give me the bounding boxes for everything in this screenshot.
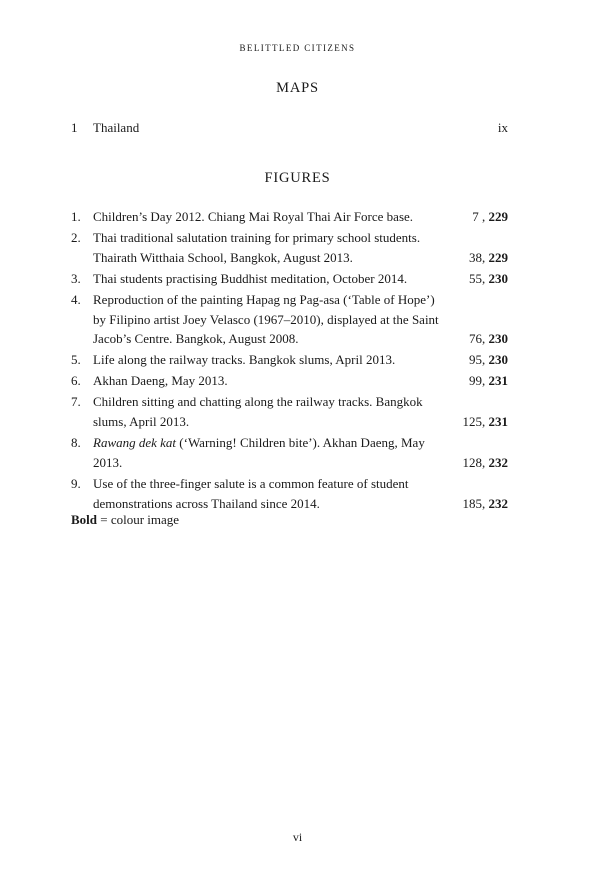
figure-caption-text: Thai traditional salutation training for primary school students. Thairath Witthaia School, Bangkok, August 2013. <box>93 229 421 265</box>
legend-bold-word: Bold <box>71 512 98 527</box>
page-number: vi <box>292 830 303 844</box>
figure-page-bold: 230 <box>488 352 508 368</box>
map-entry-number: 1 <box>71 120 78 135</box>
bold-legend <box>71 511 179 529</box>
figure-page-bold: 231 <box>488 414 508 430</box>
figure-caption-text: Children sitting and chatting along the railway tracks. Bangkok slums, April 2013. <box>93 394 423 430</box>
figure-number: 7. <box>71 394 81 410</box>
figure-caption <box>93 209 413 224</box>
figure-pages <box>469 371 508 391</box>
figure-list <box>71 207 508 515</box>
figure-number: 8. <box>71 434 81 450</box>
figure-number: 2. <box>71 229 81 245</box>
figure-number: 4. <box>71 291 81 307</box>
figure-page-plain: 38, <box>469 249 489 265</box>
figure-entry <box>71 371 508 391</box>
figure-caption-text: Life along the railway tracks. Bangkok slums, April 2013. <box>93 352 396 368</box>
figure-page-plain: 76, <box>469 331 489 347</box>
figures-heading: FIGURES <box>264 170 331 186</box>
figure-page-plain: 125, <box>462 414 489 430</box>
figure-caption-text: Akhan Daeng, May 2013. <box>93 373 228 389</box>
figure-caption <box>93 230 420 265</box>
figure-number: 3. <box>71 270 81 286</box>
figure-number: 5. <box>71 352 81 368</box>
figure-number: 1. <box>71 209 81 224</box>
figure-entry <box>71 350 508 370</box>
figure-page-plain: 185, <box>462 495 489 511</box>
figure-page-plain: 55, <box>469 270 489 286</box>
figure-page-bold: 229 <box>488 209 508 224</box>
figure-pages <box>472 207 508 227</box>
map-entry-title: Thailand <box>93 120 140 135</box>
figure-page-bold: 232 <box>488 454 508 470</box>
figure-pages <box>463 494 509 514</box>
figure-number: 6. <box>71 373 81 389</box>
figure-page-bold: 230 <box>488 270 508 286</box>
figure-page-plain: 7 , <box>472 209 489 224</box>
figure-caption <box>93 352 395 367</box>
figure-caption-text: Thai students practising Buddhist meditation, October 2014. <box>93 270 408 286</box>
figure-pages <box>463 412 509 432</box>
running-head: BELITTLED CITIZENS <box>239 43 356 53</box>
maps-heading: MAPS <box>276 80 319 96</box>
figure-pages <box>463 453 509 473</box>
figure-entry <box>71 433 508 473</box>
figure-caption-text: Use of the three-finger salute is a common feature of student demonstrations across Thailand since 2014. <box>93 475 409 511</box>
figure-number: 9. <box>71 475 81 491</box>
figure-entry <box>71 228 508 268</box>
figure-page-plain: 99, <box>469 373 489 389</box>
figure-entry <box>71 474 508 514</box>
figure-entry <box>71 207 508 227</box>
figure-page-plain: 95, <box>469 352 489 368</box>
figure-entry <box>71 392 508 432</box>
figure-page-plain: 128, <box>462 454 489 470</box>
figure-caption <box>93 292 439 347</box>
figure-caption-text: Reproduction of the painting Hapag ng Pag-asa (‘Table of Hope’) by Filipino artist Joey Velasco (1967–2010), displayed at the Saint Jacob’s Centre. Bangkok, August 2008. <box>93 291 439 347</box>
figure-pages <box>469 248 508 268</box>
figure-caption <box>93 435 425 470</box>
figure-caption <box>93 476 409 511</box>
figure-caption <box>93 394 423 429</box>
figure-page-bold: 232 <box>488 495 508 511</box>
map-entry-page: ix <box>497 120 508 135</box>
figure-caption-text: (‘Warning! Children bite’). Akhan Daeng, May 2013. <box>93 434 425 470</box>
figure-page-bold: 230 <box>488 331 508 347</box>
figure-pages <box>469 350 508 370</box>
figure-caption-text: Children’s Day 2012. Chiang Mai Royal Thai Air Force base. <box>93 209 414 224</box>
figure-caption <box>93 271 407 286</box>
figure-pages <box>469 269 508 289</box>
figure-caption <box>93 373 228 388</box>
figure-entry <box>71 290 508 350</box>
figure-pages <box>469 329 508 349</box>
figure-entry <box>71 269 508 289</box>
legend-text: = colour image <box>97 512 180 527</box>
figure-page-bold: 231 <box>488 373 508 389</box>
figure-caption-italic: Rawang dek kat <box>93 434 177 450</box>
figure-page-bold: 229 <box>488 249 508 265</box>
